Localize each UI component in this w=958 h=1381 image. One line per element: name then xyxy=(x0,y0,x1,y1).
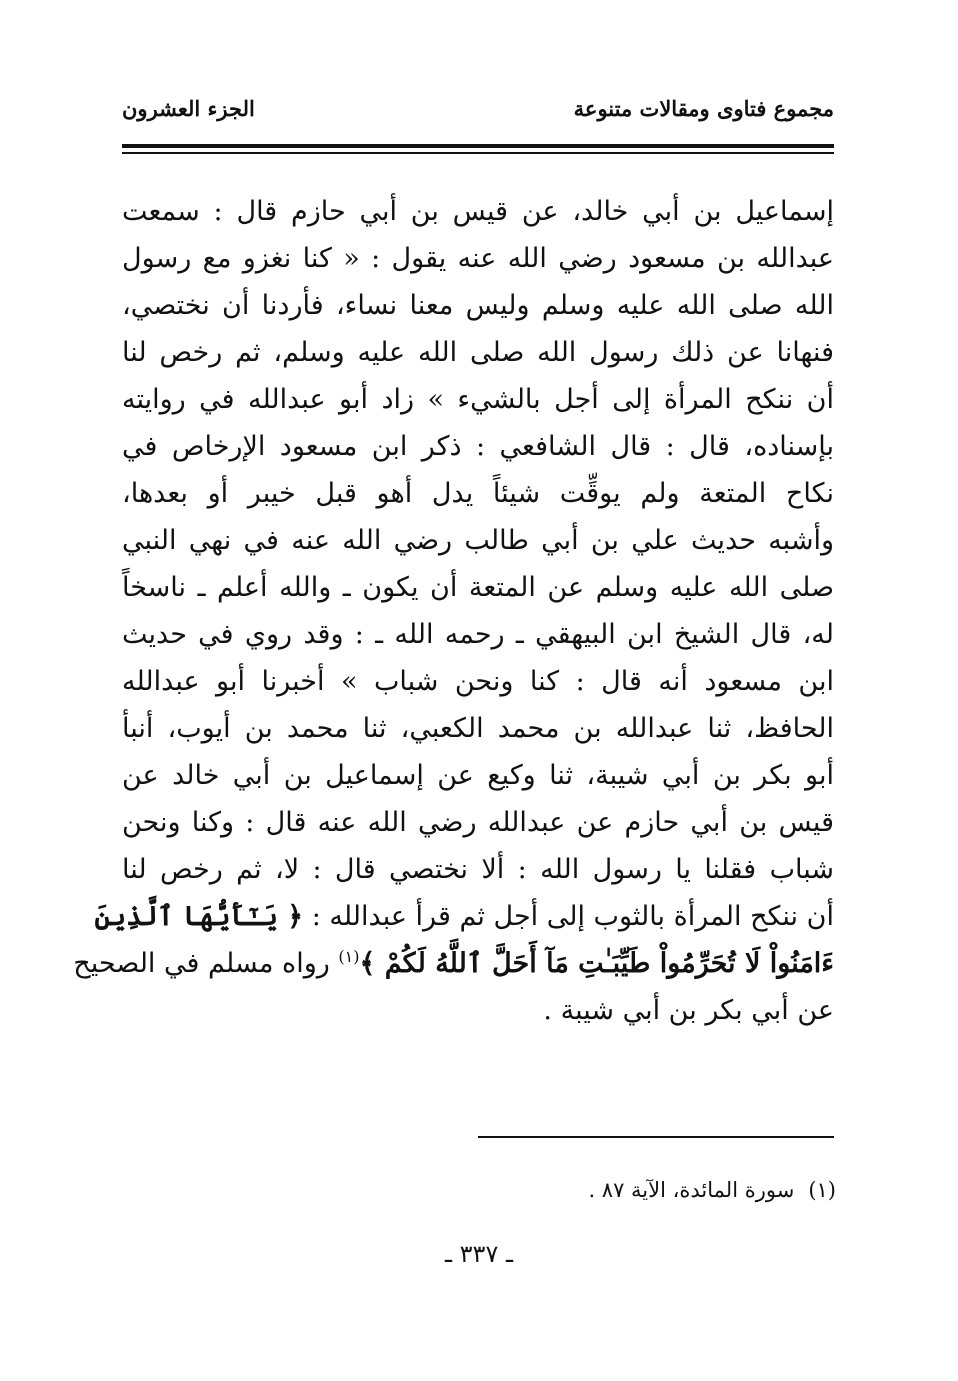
text-line: الله صلى الله عليه وسلم وليس معنا نساء، فأردنا أن نختصي، xyxy=(122,290,834,321)
text-line: أن ننكح المرأة إلى أجل بالشيء » زاد أبو عبدالله في روايته xyxy=(122,384,834,415)
volume-label: الجزء العشرون xyxy=(122,96,255,121)
text-line: فنهانا عن ذلك رسول الله صلى الله عليه وسلم، ثم رخص لنا xyxy=(122,337,834,368)
text-line: عبدالله بن مسعود رضي الله عنه يقول : « كنا نغزو مع رسول xyxy=(122,243,834,274)
text-line: وأشبه حديث علي بن أبي طالب رضي الله عنه في نهي النبي xyxy=(122,525,834,556)
text-line: له، قال الشيخ ابن البيهقي ـ رحمه الله ـ : وقد روي في حديث xyxy=(122,619,834,650)
text-segment: رواه مسلم في الصحيح xyxy=(73,948,330,979)
text-line: بإسناده، قال : قال الشافعي : ذكر ابن مسعود الإرخاص في xyxy=(122,431,834,462)
footnote-reference[interactable]: (١) xyxy=(338,947,360,966)
book-title: مجموع فتاوى ومقالات متنوعة xyxy=(573,96,834,121)
footnote-text: سورة المائدة، الآية ٨٧ . xyxy=(588,1178,795,1202)
text-segment: أن ننكح المرأة بالثوب إلى أجل ثم قرأ عبدالله : xyxy=(311,901,834,932)
text-line: إسماعيل بن أبي خالد، عن قيس بن أبي حازم قال : سمعت xyxy=(122,196,834,227)
header-rule-thin xyxy=(122,152,834,154)
header-rule-thick xyxy=(122,144,834,148)
text-line: شباب فقلنا يا رسول الله : ألا نختصي قال : لا، ثم رخص لنا xyxy=(122,854,834,885)
quran-verse: ءَامَنُواْ لَا تُحَرِّمُواْ طَيِّبَـٰتِ مَآ أَحَلَّ ٱللَّهُ لَكُمْ ﴾ xyxy=(359,948,834,979)
text-line: قيس بن أبي حازم عن عبدالله رضي الله عنه قال : وكنا ونحن xyxy=(122,807,834,838)
running-header xyxy=(122,96,834,136)
footnote-number: (١) xyxy=(808,1178,836,1202)
page-number: ـ ٣٣٧ ـ xyxy=(444,1240,513,1268)
footnote xyxy=(588,1178,836,1202)
text-line: نكاح المتعة ولم يوقِّت شيئاً يدل أهو قبل خيبر أو بعدها، xyxy=(122,478,834,509)
footnote-separator xyxy=(478,1136,834,1138)
text-line: صلى الله عليه وسلم عن المتعة أن يكون ـ والله أعلم ـ ناسخاً xyxy=(122,572,834,603)
text-line: أبو بكر بن أبي شيبة، ثنا وكيع عن إسماعيل بن أبي خالد عن xyxy=(122,760,834,791)
body-text xyxy=(73,188,834,1034)
text-line-quran-start xyxy=(94,893,834,940)
text-line: عن أبي بكر بن أبي شيبة . xyxy=(543,995,834,1026)
quran-verse: ﴿ يَـٰٓأَيُّهَا ٱلَّذِينَ xyxy=(94,901,304,932)
text-line: الحافظ، ثنا عبدالله بن محمد الكعبي، ثنا محمد بن أيوب، أنبأ xyxy=(122,713,834,744)
text-line-quran-end xyxy=(73,940,834,987)
text-line: ابن مسعود أنه قال : كنا ونحن شباب » أخبرنا أبو عبدالله xyxy=(122,666,834,697)
